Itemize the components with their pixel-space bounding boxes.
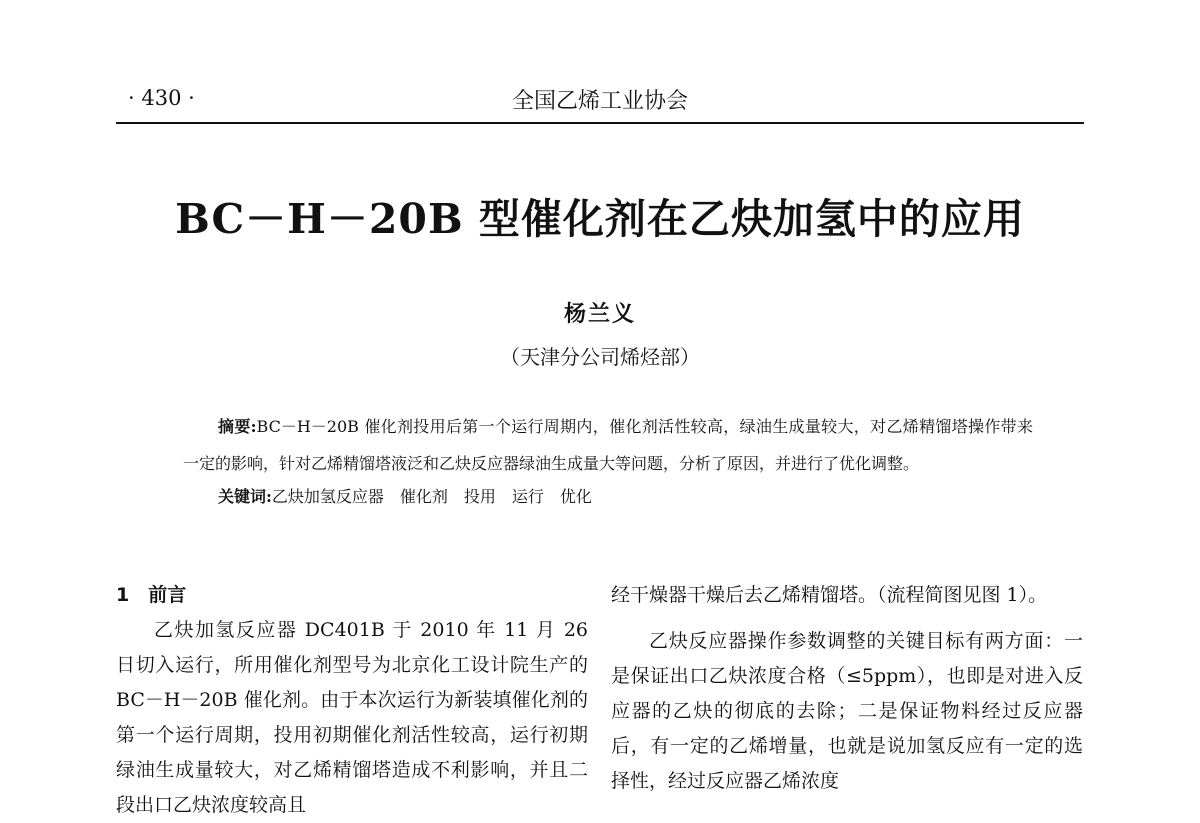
author-name: 杨兰义 [563,301,636,327]
header-rule [116,122,1084,124]
section-heading-introduction: 1 前言 [116,584,187,606]
paragraph-gap [611,613,1083,624]
intro-paragraph: 乙炔加氢反应器 DC401B 于 2010 年 11 月 26 日切入运行，所用催化剂型号为北京化工设计院生产的 BC－H－20B 催化剂。由于本次运行为新装填催化剂的第一个运行周期，投用初期催化剂活性较高，运行初期绿油生成量较大，对乙烯精馏塔造成不利影响，并且二段出口乙炔浓度较高且 [116,619,588,816]
paper-title: BC－H－20B 型催化剂在乙炔加氢中的应用 [175,195,1025,243]
continued-paragraph: 经干燥器干燥后去乙烯精馏塔。（流程简图见图 1）。 [611,584,1048,606]
keywords-line [183,483,1033,511]
journal-name: 全国乙烯工业协会 [511,89,688,114]
abstract-paragraph [183,408,1033,482]
abstract-block [183,408,1033,511]
abstract-label: 摘要: [218,417,257,436]
page-number: · 430 · [128,86,195,110]
reactor-paragraph: 乙炔反应器操作参数调整的关键目标有两方面：一是保证出口乙炔浓度合格（≤5ppm），也即是对进入反应器的乙炔的彻底的去除；二是保证物料经过反应器后，有一定的乙烯增量，也就是说加氢反应有一定的选择性，经过反应器乙烯浓度 [611,630,1083,792]
right-column [611,578,1083,799]
author-affiliation: （天津分公司烯烃部） [500,345,700,369]
left-column [116,578,588,823]
abstract-text: BC－H－20B 催化剂投用后第一个运行周期内，催化剂活性较高，绿油生成量较大，对乙烯精馏塔操作带来一定的影响，针对乙烯精馏塔液泛和乙炔反应器绿油生成量大等问题，分析了原因，并进行了优化调整。 [183,417,1033,473]
keywords-text: 乙炔加氢反应器 催化剂 投用 运行 优化 [271,487,592,506]
keywords-label: 关键词: [218,487,272,506]
